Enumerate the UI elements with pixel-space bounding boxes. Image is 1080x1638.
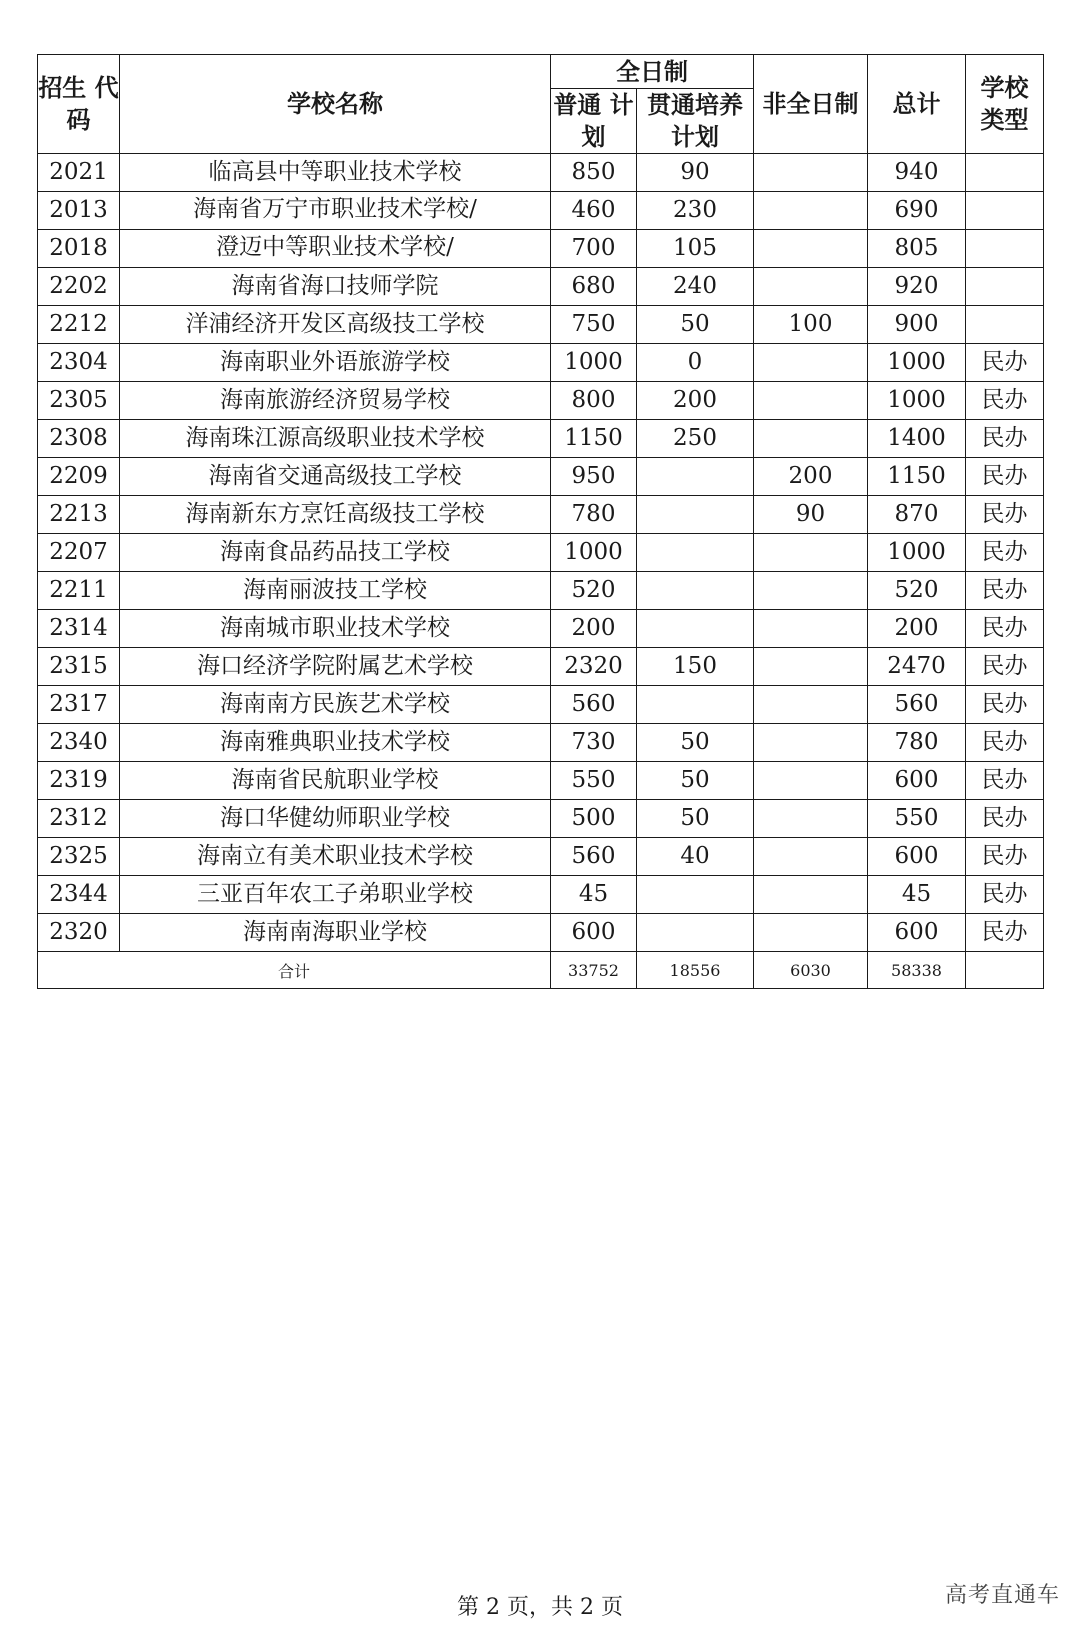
row-part-time	[754, 268, 868, 306]
row-regular-plan: 520	[551, 572, 637, 610]
table-row	[38, 154, 1044, 192]
row-regular-plan: 680	[551, 268, 637, 306]
header-school-type: 学校 类型	[966, 55, 1044, 154]
row-total: 200	[868, 610, 966, 648]
table-row	[38, 230, 1044, 268]
row-school-name: 海南南方民族艺术学校	[120, 686, 551, 724]
row-total: 1400	[868, 420, 966, 458]
row-through-plan: 240	[637, 268, 754, 306]
row-school-type: 民办	[966, 344, 1044, 382]
row-school-type: 民办	[966, 572, 1044, 610]
header-fulltime-group: 全日制	[551, 55, 754, 89]
header-code: 招生 代码	[38, 55, 120, 154]
row-code: 2018	[38, 230, 120, 268]
totals-parttime: 6030	[754, 952, 868, 989]
row-total: 780	[868, 724, 966, 762]
row-total: 520	[868, 572, 966, 610]
row-school-type: 民办	[966, 762, 1044, 800]
row-school-type: 民办	[966, 610, 1044, 648]
table-row	[38, 838, 1044, 876]
row-part-time	[754, 420, 868, 458]
row-total: 920	[868, 268, 966, 306]
header-regular-plan: 普通 计划	[551, 89, 637, 154]
row-through-plan: 50	[637, 724, 754, 762]
row-school-type	[966, 192, 1044, 230]
table-row	[38, 420, 1044, 458]
row-through-plan: 50	[637, 800, 754, 838]
row-school-type	[966, 230, 1044, 268]
row-school-type: 民办	[966, 800, 1044, 838]
header-school-name: 学校名称	[120, 55, 551, 154]
row-code: 2304	[38, 344, 120, 382]
row-code: 2340	[38, 724, 120, 762]
row-part-time	[754, 686, 868, 724]
row-regular-plan: 500	[551, 800, 637, 838]
header-through-plan: 贯通培养 计划	[637, 89, 754, 154]
row-code: 2319	[38, 762, 120, 800]
row-school-name: 海南食品药品技工学校	[120, 534, 551, 572]
table-row	[38, 686, 1044, 724]
row-total: 45	[868, 876, 966, 914]
row-total: 2470	[868, 648, 966, 686]
row-school-name: 海南省交通高级技工学校	[120, 458, 551, 496]
row-school-name: 海口华健幼师职业学校	[120, 800, 551, 838]
row-school-type: 民办	[966, 534, 1044, 572]
table-row	[38, 762, 1044, 800]
row-part-time	[754, 382, 868, 420]
totals-through: 18556	[637, 952, 754, 989]
row-regular-plan: 460	[551, 192, 637, 230]
table-header	[38, 55, 1044, 154]
row-through-plan: 90	[637, 154, 754, 192]
row-school-name: 海南丽波技工学校	[120, 572, 551, 610]
row-code: 2013	[38, 192, 120, 230]
watermark: 高考直通车	[944, 1583, 1060, 1608]
row-school-name: 海南新东方烹饪高级技工学校	[120, 496, 551, 534]
row-total: 550	[868, 800, 966, 838]
row-total: 805	[868, 230, 966, 268]
row-part-time	[754, 572, 868, 610]
row-code: 2317	[38, 686, 120, 724]
table-row	[38, 724, 1044, 762]
row-regular-plan: 750	[551, 306, 637, 344]
row-through-plan: 250	[637, 420, 754, 458]
row-code: 2021	[38, 154, 120, 192]
row-total: 600	[868, 914, 966, 952]
row-regular-plan: 560	[551, 838, 637, 876]
row-regular-plan: 800	[551, 382, 637, 420]
row-regular-plan: 45	[551, 876, 637, 914]
row-school-name: 海南职业外语旅游学校	[120, 344, 551, 382]
row-school-name: 临高县中等职业技术学校	[120, 154, 551, 192]
row-school-name: 海南南海职业学校	[120, 914, 551, 952]
row-code: 2344	[38, 876, 120, 914]
row-school-name: 海口经济学院附属艺术学校	[120, 648, 551, 686]
totals-type	[966, 952, 1044, 989]
row-through-plan: 105	[637, 230, 754, 268]
row-code: 2315	[38, 648, 120, 686]
row-total: 870	[868, 496, 966, 534]
row-through-plan	[637, 458, 754, 496]
row-total: 1000	[868, 382, 966, 420]
row-through-plan: 50	[637, 306, 754, 344]
row-school-name: 海南城市职业技术学校	[120, 610, 551, 648]
table-row	[38, 382, 1044, 420]
table-row	[38, 458, 1044, 496]
row-part-time	[754, 724, 868, 762]
totals-row	[38, 952, 1044, 989]
header-part-time: 非全日制	[754, 55, 868, 154]
row-regular-plan: 780	[551, 496, 637, 534]
totals-regular: 33752	[551, 952, 637, 989]
row-total: 1150	[868, 458, 966, 496]
row-total: 1000	[868, 344, 966, 382]
page-indicator: 第 2 页，共 2 页	[457, 1595, 623, 1620]
row-code: 2314	[38, 610, 120, 648]
row-through-plan: 0	[637, 344, 754, 382]
row-school-name: 海南立有美术职业技术学校	[120, 838, 551, 876]
row-code: 2211	[38, 572, 120, 610]
row-part-time	[754, 762, 868, 800]
row-regular-plan: 950	[551, 458, 637, 496]
row-part-time	[754, 230, 868, 268]
row-regular-plan: 1150	[551, 420, 637, 458]
row-school-type	[966, 268, 1044, 306]
row-school-type: 民办	[966, 876, 1044, 914]
row-code: 2202	[38, 268, 120, 306]
row-through-plan	[637, 572, 754, 610]
table-row	[38, 306, 1044, 344]
row-through-plan: 230	[637, 192, 754, 230]
row-total: 600	[868, 838, 966, 876]
row-school-type: 民办	[966, 838, 1044, 876]
table-row	[38, 914, 1044, 952]
table-row	[38, 648, 1044, 686]
row-regular-plan: 1000	[551, 344, 637, 382]
row-code: 2212	[38, 306, 120, 344]
row-school-type: 民办	[966, 648, 1044, 686]
row-school-type: 民办	[966, 420, 1044, 458]
row-regular-plan: 550	[551, 762, 637, 800]
row-school-name: 海南省民航职业学校	[120, 762, 551, 800]
row-through-plan	[637, 686, 754, 724]
row-through-plan	[637, 914, 754, 952]
table-body	[38, 154, 1044, 952]
row-part-time	[754, 610, 868, 648]
row-code: 2308	[38, 420, 120, 458]
row-school-type	[966, 154, 1044, 192]
totals-total: 58338	[868, 952, 966, 989]
header-total: 总计	[868, 55, 966, 154]
table-row	[38, 268, 1044, 306]
table-row	[38, 192, 1044, 230]
table-row	[38, 876, 1044, 914]
row-school-name: 海南雅典职业技术学校	[120, 724, 551, 762]
table-row	[38, 496, 1044, 534]
row-part-time	[754, 876, 868, 914]
row-school-name: 海南珠江源高级职业技术学校	[120, 420, 551, 458]
row-school-type: 民办	[966, 724, 1044, 762]
row-regular-plan: 850	[551, 154, 637, 192]
row-total: 560	[868, 686, 966, 724]
row-code: 2312	[38, 800, 120, 838]
row-code: 2213	[38, 496, 120, 534]
row-through-plan: 40	[637, 838, 754, 876]
row-school-name: 海南省海口技师学院	[120, 268, 551, 306]
row-school-type: 民办	[966, 686, 1044, 724]
row-part-time	[754, 838, 868, 876]
row-through-plan: 50	[637, 762, 754, 800]
row-through-plan	[637, 876, 754, 914]
table-row	[38, 610, 1044, 648]
row-regular-plan: 200	[551, 610, 637, 648]
row-through-plan: 200	[637, 382, 754, 420]
row-code: 2320	[38, 914, 120, 952]
row-regular-plan: 730	[551, 724, 637, 762]
row-regular-plan: 560	[551, 686, 637, 724]
table-row	[38, 572, 1044, 610]
row-part-time	[754, 648, 868, 686]
row-code: 2305	[38, 382, 120, 420]
row-part-time	[754, 192, 868, 230]
row-part-time	[754, 344, 868, 382]
row-school-type	[966, 306, 1044, 344]
row-regular-plan: 600	[551, 914, 637, 952]
row-part-time	[754, 800, 868, 838]
row-code: 2325	[38, 838, 120, 876]
row-part-time	[754, 154, 868, 192]
row-part-time	[754, 914, 868, 952]
row-regular-plan: 700	[551, 230, 637, 268]
row-school-name: 洋浦经济开发区高级技工学校	[120, 306, 551, 344]
row-total: 900	[868, 306, 966, 344]
row-through-plan	[637, 496, 754, 534]
row-school-name: 海南旅游经济贸易学校	[120, 382, 551, 420]
row-total: 600	[868, 762, 966, 800]
row-school-name: 三亚百年农工子弟职业学校	[120, 876, 551, 914]
row-school-name: 海南省万宁市职业技术学校/	[120, 192, 551, 230]
row-regular-plan: 1000	[551, 534, 637, 572]
row-total: 690	[868, 192, 966, 230]
row-total: 1000	[868, 534, 966, 572]
row-part-time	[754, 534, 868, 572]
row-school-type: 民办	[966, 382, 1044, 420]
row-part-time: 200	[754, 458, 868, 496]
row-through-plan: 150	[637, 648, 754, 686]
table-row	[38, 800, 1044, 838]
row-code: 2207	[38, 534, 120, 572]
row-through-plan	[637, 610, 754, 648]
row-school-type: 民办	[966, 458, 1044, 496]
row-part-time: 100	[754, 306, 868, 344]
row-through-plan	[637, 534, 754, 572]
totals-label: 合计	[38, 952, 551, 989]
row-code: 2209	[38, 458, 120, 496]
row-school-name: 澄迈中等职业技术学校/	[120, 230, 551, 268]
row-regular-plan: 2320	[551, 648, 637, 686]
row-total: 940	[868, 154, 966, 192]
table-row	[38, 534, 1044, 572]
row-part-time: 90	[754, 496, 868, 534]
row-school-type: 民办	[966, 914, 1044, 952]
row-school-type: 民办	[966, 496, 1044, 534]
enrollment-plan-table	[37, 54, 1044, 989]
table-row	[38, 344, 1044, 382]
